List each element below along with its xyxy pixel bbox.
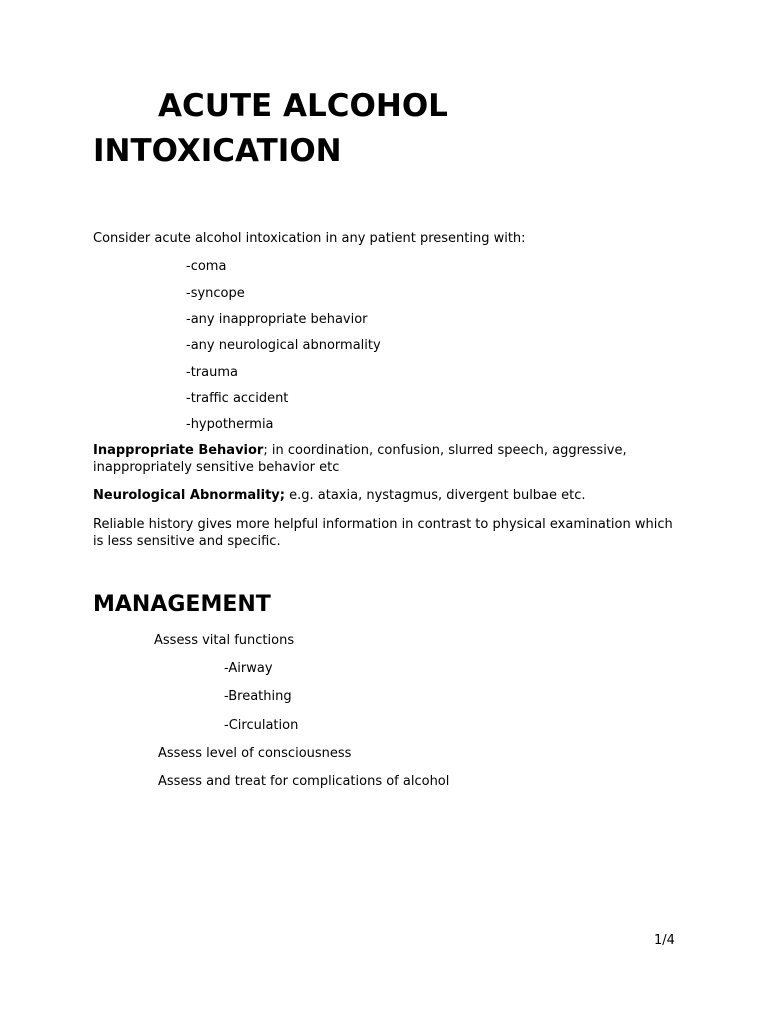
assess-complications: Assess and treat for complications of alcohol <box>158 774 450 789</box>
list-item: -Breathing <box>224 689 292 704</box>
list-item: -traffic accident <box>186 391 289 406</box>
list-item: -trauma <box>186 365 238 380</box>
list-item: -syncope <box>186 286 245 301</box>
page-number: 1/4 <box>654 933 675 948</box>
assess-consciousness: Assess level of consciousness <box>158 746 352 761</box>
neurological-abnormality-text: e.g. ataxia, nystagmus, divergent bulbae etc. <box>285 488 586 503</box>
list-item: -Circulation <box>224 718 299 733</box>
title-line-2: INTOXICATION <box>93 133 342 169</box>
neurological-abnormality-paragraph <box>93 487 678 504</box>
inappropriate-behavior-term: Inappropriate Behavior <box>93 443 264 458</box>
intro-text: Consider acute alcohol intoxication in any patient presenting with: <box>93 231 526 246</box>
list-item: -any inappropriate behavior <box>186 312 368 327</box>
assess-vital-functions: Assess vital functions <box>154 633 295 648</box>
list-item: -coma <box>186 259 227 274</box>
neurological-abnormality-term: Neurological Abnormality; <box>93 488 285 503</box>
inappropriate-behavior-text: ; in coordination, confusion, slurred speech, aggressive, inappropriately sensitive behavior etc <box>93 443 627 475</box>
title-line-1: ACUTE ALCOHOL <box>158 88 448 124</box>
list-item: -Airway <box>224 661 273 676</box>
list-item: -hypothermia <box>186 417 274 432</box>
management-heading: MANAGEMENT <box>93 592 271 617</box>
list-item: -any neurological abnormality <box>186 338 381 353</box>
history-paragraph: Reliable history gives more helpful information in contrast to physical examination which is less sensitive and specific. <box>93 517 673 549</box>
inappropriate-behavior-paragraph <box>93 442 678 476</box>
